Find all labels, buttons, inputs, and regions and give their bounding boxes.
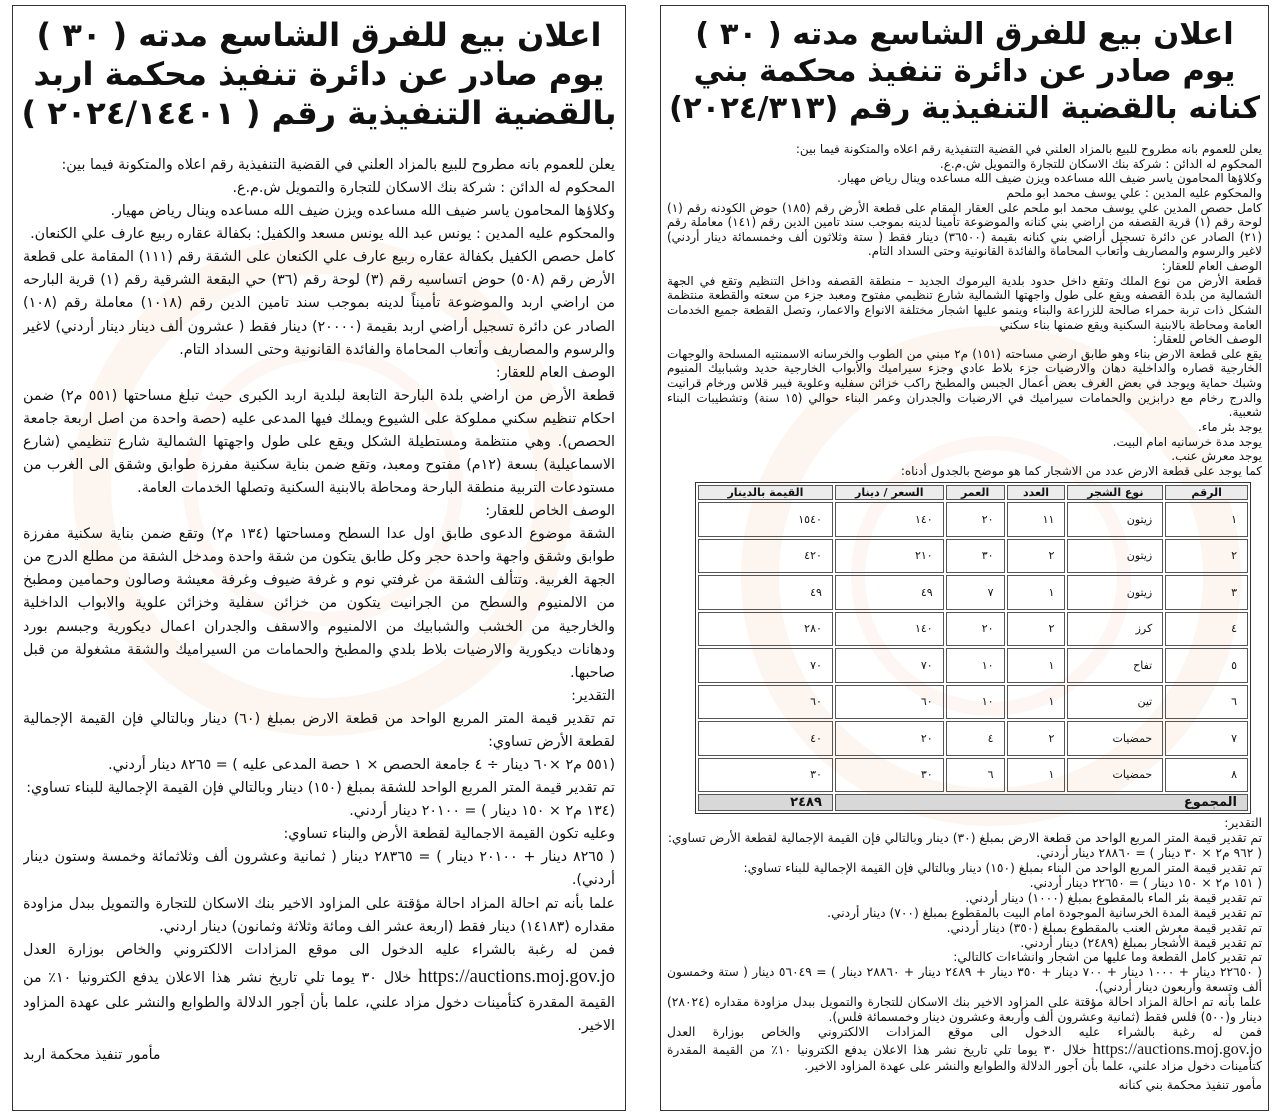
participation-text-end: خلال ٣٠ يوما تلي تاريخ نشر هذا الاعلان يدفع الكترونيا ١٠٪ من القيمة المقدرة كتأمينات دخول مزاد علني، علما بأن أجور الدلالة والطوابع والنشر على عهدة المزاود الاخير. [23,969,615,1034]
header-age: العمر [946,485,1005,500]
table-row [698,721,1248,756]
age-cell: ٦ [946,758,1005,793]
age-cell: ٤ [946,721,1005,756]
value-cell: ١٥٤٠ [698,502,833,537]
row-number-cell: ٥ [1165,648,1248,683]
row-number-cell: ٤ [1165,612,1248,647]
tree-type-cell: زيتون [1067,539,1163,574]
general-description-heading: الوصف العام للعقار: [1161,259,1262,273]
row-number-cell: ٨ [1165,758,1248,793]
value-cell: ٧٠ [698,648,833,683]
estimation-line: (١٣٤ م٢ × ١٥٠ دينار ) = ٢٠١٠٠ دينار أردني. [349,803,615,820]
age-cell: ٢٠ [946,502,1005,537]
price-cell: ٧٠ [835,648,944,683]
special-description: يقع على قطعة الارض بناء وهو طابق ارضي مساحته (١٥١) م٢ مبني من الطوب والخرسانه الاسمنتيه المسلحة والوجهات الخارجية قصاره والداخلية دهان والارضيات جزء بلاط عادي وجزء سيراميك والأبواب الخارجية حديد وشبابيك المنيوم وشبك حماية ويوجد في بعض الغرف بعض أعمال الجبس والمطبخ راكب خزائن سفليه وعلوية فيبر قلاس ورخام قرانيت والدرج رخام مع درابزين والحمامات سيراميك في الارضيات والجدران وعمر البناء حوالي (١٥ سنة) وتشطيبات البناء شعبية. [667,346,1262,420]
table-row [698,575,1248,610]
notice-title: اعلان بيع للفرق الشاسع مدته ( ٣٠ ) يوم صادر عن دائرة تنفيذ محكمة بني كنانه بالقضية التنفيذية رقم (٢٠٢٤/٣١٣) [669,17,1260,127]
table-row [698,648,1248,683]
price-cell: ٦٠ [835,685,944,720]
notice-body [23,154,615,1100]
table-row [698,539,1248,574]
price-cell: ٢١٠ [835,539,944,574]
row-number-cell: ٦ [1165,685,1248,720]
price-cell: ٢٠ [835,721,944,756]
signature: مأمور تنفيذ محكمة اربد [23,1046,161,1063]
table-row [698,685,1248,720]
estimation-line: تم تقدير قيمة المتر المربع الواحد من قطعة الارض بمبلغ (٣٠) دينار وبالتالي فإن القيمة الإجمالية لقطعة الأرض تساوي: [667,830,1262,845]
tree-type-cell: زيتون [1067,502,1163,537]
count-cell: ١ [1007,758,1066,793]
estimation-line: تم تقدير قيمة المتر المربع الواحد من قطعة الارض بمبلغ (٦٠) دينار وبالتالي فإن القيمة الإجمالية لقطعة الأرض تساوي: [23,710,615,750]
notice-body-top [667,142,1262,478]
feature-line: يوجد معرش عنب. [1171,449,1262,464]
age-cell: ١٠ [946,648,1005,683]
property-shares-paragraph: كامل حصص المدين علي يوسف محمد ابو ملحم على العقار المقام على قطعة الأرض رقم (١٨٥) حوض الكودنه رقم (١) لوحة رقم (١) قرية القصفه من اراضي بني كنانه والموضوعة تأمينا لدينه بموجب سند تامين الدين رقم (١٤١) معاملة رقم (٢١) الصادر عن دائرة تسجيل أراضي بني كنانه بقيمة (٣٦٥٠٠) دينار فقط ( ستة وثلاثون ألف وخمسمائة دينار أردني) لاغير والرسوم والمصاريف وأتعاب المحاماة والفائدة القانونية وحتى السداد التام. [667,200,1262,259]
estimation-line: تم تقدير قيمة بئر الماء بالمقطوع بمبلغ (١٠٠٠) دينار أردني. [965,890,1262,905]
estimation-line: تم تقدير قيمة معرش العنب بالمقطوع بمبلغ (٣٥٠) دينار أردني. [946,920,1262,935]
general-description-heading: الوصف العام للعقار: [495,364,615,381]
bani-kinana-sale-notice [660,5,1269,1111]
value-cell: ٤٠ [698,721,833,756]
auctions-website-link[interactable]: https://auctions.moj.gov.jo [1092,1041,1262,1059]
count-cell: ١١ [1007,502,1066,537]
age-cell: ١٠ [946,685,1005,720]
estimation-line: ( ٢٢٦٥٠ دينار + ١٠٠٠ دينار + ٧٠٠ دينار + ٣٥٠ دينار + ٢٤٨٩ دينار + ٢٨٨٦٠ دينار ) = ٥٦٠٤٩ دينار ( ستة وخمسون ألف وتسعة وأربعون دينار أردني). [667,965,1262,995]
signature: مأمور تنفيذ محكمة بني كنانه [1118,1078,1262,1093]
tree-type-cell: حمضيات [1067,758,1163,793]
debtor-line: والمحكوم عليه المدين : علي يوسف محمد ابو ملحم [1006,185,1262,200]
participation-text-end: خلال ٣٠ يوما تلي تاريخ نشر هذا الاعلان يدفع الكترونيا ١٠٪ من القيمة المقدرة كتأمينات دخول مزاد علني، علما بأن أجور الدلالة والطوابع والنشر على عهدة المزاود الاخير. [667,1043,1262,1074]
notice-body-bottom [667,816,1262,1104]
header-count: العدد [1007,485,1066,500]
count-cell: ٢ [1007,539,1066,574]
age-cell: ٢٠ [946,612,1005,647]
special-description-heading: الوصف الخاص للعقار: [1152,332,1262,347]
age-cell: ٣٠ [946,539,1005,574]
total-row [698,794,1248,811]
feature-line: يوجد مدة خرسانيه امام البيت. [1112,434,1262,449]
value-cell: ٢٨٠ [698,612,833,647]
value-cell: ٦٠ [698,685,833,720]
tree-type-cell: تين [1067,685,1163,720]
announcement-line: يعلن للعموم بانه مطروح للبيع بالمزاد العلني في القضية التنفيذية رقم اعلاه والمتكونة فيما بين: [61,157,615,173]
total-label: المجموع [835,794,1248,811]
special-description: الشقة موضوع الدعوى طابق اول عدا السطح ومساحتها (١٣٤ م٢) وتقع ضمن بناية سكنية مفرزة طوابق وشقق واجهة واحدة حجر وكل طابق يتكون من شقة واحدة ومدخل الشقة من مطلع الدرج من الجهة الغربية. وتتألف الشقة من غرفتي نوم و غرفة ضيوف وغرفة معيشة وصالون وحمامين ومطبخ من الالمنيوم والسطح من الجرانيت يتكون من خزائن سفلية وخزائن علوية والابواب الداخلية والخارجية من الخشب والشبابيك من الالمنيوم والاسقف والجدران اعمال ديكورية وجبسم بورد ودهانات ديكورية والارضيات بلاط بلدي والمطبخ والحمامات من السيراميك والشقة مشغولة من قبل صاحبها. [23,526,615,681]
value-cell: ٣٠ [698,758,833,793]
table-row [698,758,1248,793]
price-cell: ١٤٠ [835,502,944,537]
estimation-line: (٥٥١ م٢ ×٦٠ دينار ÷ ٤ جامعة الحصص × ١ حصة المدعى عليه ) = ٨٢٦٥ دينار أردني. [108,757,615,774]
tree-type-cell: تفاح [1067,648,1163,683]
table-header-row [698,485,1248,500]
property-shares-paragraph: كامل حصص الكفيل بكفالة عقاره ربيع عارف علي الكنعان على الشقة رقم (١١١) المقامة على قطعة الأرض رقم (٥٠٨) حوض اتساسيه رقم (٣) لوحة رقم (٣٦) حي البقعة الشرقية رقم (١) قرية البارحه من اراضي اربد والموضوعة تأميناً لدينه بموجب سند تامين الدين رقم (١٠١٨) معاملة رقم (١٠٨) الصادر عن دائرة تسجيل أراضي اربد بقيمة (٢٠٠٠٠) دينار فقط ( عشرون ألف دينار دينار أردني) لاغير والرسوم والمصاريف وأتعاب المحاماة والفائدة القانونية وحتى السداد التام. [23,249,615,358]
header-tree-type: نوع الشجر [1067,485,1163,500]
trees-note: كما يوجد على قطعة الارض عدد من الاشجار كما هو موضح بالجدول أدناه: [900,463,1262,478]
estimation-line: وعليه تكون القيمة الاجمالية لقطعة الأرض والبناء تساوي: [283,826,615,843]
estimation-line: تم تقدير قيمة المتر المربع الواحد من البناء بمبلغ (١٥٠) دينار وبالتالي فإن القيمة الإجمالية للبناء تساوي: [743,860,1262,875]
creditor-line: المحكوم له الدائن : شركة بنك الاسكان للتجارة والتمويل ش.م.ع. [939,156,1262,171]
estimation-line: ( ٩٦٢ م٢ × ٣٠ دينار ) = ٢٨٨٦٠ دينار أردني. [1036,845,1262,860]
tree-type-cell: زيتون [1067,575,1163,610]
table-row [698,612,1248,647]
estimation-line: ( ١٥١ م٢ × ١٥٠ دينار ) = ٢٢٦٥٠ دينار أردني. [1029,875,1262,890]
trees-table [695,482,1251,814]
estimation-heading: التقدير: [571,687,615,704]
value-cell: ٤٢٠ [698,539,833,574]
count-cell: ٢ [1007,721,1066,756]
age-cell: ٧ [946,575,1005,610]
estimation-line: تم تقدير كامل القطعة وما عليها من اشجار وانشاءات كالتالي: [953,950,1262,965]
header-price: السعر / دينار [835,485,944,500]
price-cell: ١٤٠ [835,612,944,647]
row-number-cell: ٣ [1165,575,1248,610]
count-cell: ٢ [1007,612,1066,647]
trees-table-body [698,502,1248,792]
estimation-line: تم تقدير قيمة الأشجار بمبلغ (٢٤٨٩) دينار أردني. [1020,935,1262,950]
notice-title: اعلان بيع للفرق الشاسع مدته ( ٣٠ ) يوم صادر عن دائرة تنفيذ محكمة اربد بالقضية التنفيذية رقم ( ٢٠٢٤/١٤٤٠١ ) [21,16,617,133]
tree-type-cell: حمضيات [1067,721,1163,756]
lawyers-line: وكلاؤها المحامون ياسر ضيف الله مساعده ويزن ضيف الله مساعده وينال رياض مهيار. [110,203,615,220]
table-row [698,502,1248,537]
estimation-line: ( ٨٢٦٥ دينار + ٢٠١٠٠ دينار ) = ٢٨٣٦٥ دينار ( ثمانية وعشرون ألف وثلاثمائة وخمسة وستون دينار أردني). [23,849,615,889]
count-cell: ١ [1007,575,1066,610]
award-paragraph: علما بأنه تم احالة المزاد احالة مؤقتة على المزاود الاخير بنك الاسكان للتجارة والتمويل ببدل مزاودة مقداره (١٤١٨٣) دينار فقط (اربعة عشر الف ومائة وثلاثة وثمانون) دينار اردني. [23,895,615,935]
row-number-cell: ١ [1165,502,1248,537]
tree-type-cell: كرز [1067,612,1163,647]
price-cell: ٤٩ [835,575,944,610]
general-description: قطعة الأرض من نوع الملك وتقع داخل حدود بلدية اليرموك الجديد – منطقة القصفه وداخل التنظيم وتقع في الجهة الشمالية من بلدة القصفه ويقع على طول واجهتها الشمالية شارع تنظيمي مفتوح ومعبد جزء من سعته والقطعة منتظمة الشكل ذات تربة حمراء صالحة للزراعة والبناء وينمو عليها اشجار مختلفة الانواع والاعمار، وتصل القطعة جميع الخدمات العامة ومحاطة بالابنية السكنية ويقع ضمنها بناء سكني [667,273,1262,332]
participation-text-start: فمن له رغبة بالشراء عليه الدخول الى موقع المزادات الالكتروني والخاص بوزارة العدل [667,1025,1262,1040]
estimation-heading: التقدير: [1224,816,1262,830]
estimation-line: تم تقدير قيمة المدة الخرسانية الموجودة امام البيت بالمقطوع بمبلغ (٧٠٠) دينار أردني. [827,905,1262,920]
irbid-sale-notice [12,5,626,1111]
count-cell: ١ [1007,685,1066,720]
auctions-website-link[interactable]: https://auctions.moj.gov.jo [418,965,615,987]
special-description-heading: الوصف الخاص للعقار: [485,503,615,520]
count-cell: ١ [1007,648,1066,683]
price-cell: ٣٠ [835,758,944,793]
participation-text-start: فمن له رغبة بالشراء عليه الدخول الى موقع المزادات الالكتروني والخاص بوزارة العدل [23,941,615,958]
feature-line: يوجد بئر ماء. [1197,419,1262,434]
value-cell: ٤٩ [698,575,833,610]
general-description: قطعة الأرض من اراضي بلدة البارحة التابعة لبلدية اربد الكبرى حيث تبلغ مساحتها (٥٥١ م٢) ضمن احكام تنظيم سكني مملوكة على الشيوع ويملك فيها المدعى عليه (حصة واحدة من اصل اربعة جامعة الحصص). وهي منتظمة ومستطيلة الشكل ويقع على طول واجهتها الشمالية شارع تنظيمي (شارع الاسماعيلية) بسعة (١٢م) مفتوح ومعبد، وتقع ضمن بناية سكنية مفرزة طوابق وشقق الى الغرب من مستودعات التربية منطقة البارحة ومحاطة بالابنية السكنية وتصلها الخدمات العامة. [23,387,615,497]
trees-table-container [695,482,1251,814]
row-number-cell: ٢ [1165,539,1248,574]
creditor-line: المحكوم له الدائن : شركة بنك الاسكان للتجارة والتمويل ش.م.ع. [232,180,615,197]
award-paragraph: علما بأنه تم احالة المزاد احالة مؤقتة على المزاود الاخير بنك الاسكان للتجارة والتمويل ببدل مزاودة مقداره (٢٨٠٢٤) دينار و(٥٠٠) فلس فقط (ثمانية وعشرون ألف وأربعة وعشرون دينار وخمسمائة فلس). [667,995,1262,1025]
debtor-line: والمحكوم عليه المدين : يونس عبد الله يونس مسعد والكفيل: بكفالة عقاره ربيع عارف علي الكنعان. [30,226,615,243]
header-row-number: الرقم [1165,485,1248,500]
header-value: القيمة بالدينار [698,485,833,500]
estimation-line: تم تقدير قيمة المتر المربع الواحد للشقة بمبلغ (١٥٠) دينار وبالتالي فإن القيمة الإجمالية للبناء تساوي: [26,780,615,797]
participation-paragraph [23,939,615,1038]
announcement-line: يعلن للعموم بانه مطروح للبيع بالمزاد العلني في القضية التنفيذية رقم اعلاه والمتكونة فيما بين: [795,142,1262,156]
row-number-cell: ٧ [1165,721,1248,756]
total-value: ٢٤٨٩ [698,794,833,811]
participation-paragraph [667,1025,1262,1074]
lawyers-line: وكلاؤها المحامون ياسر ضيف الله مساعده ويزن ضيف الله مساعده وينال رياض مهيار. [837,171,1262,186]
